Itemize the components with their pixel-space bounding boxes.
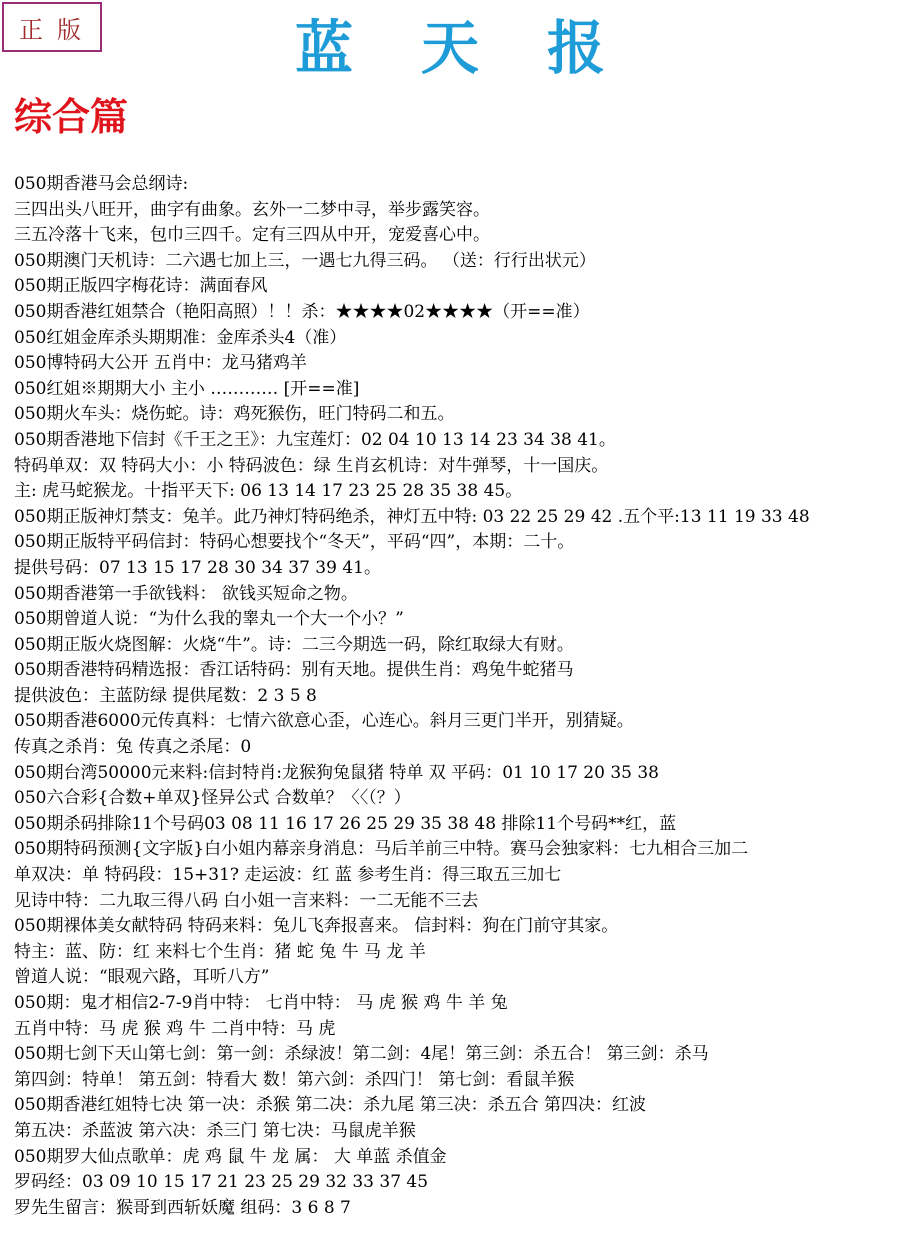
text-line: 050期：鬼才相信2-7-9肖中特： 七肖中特： 马 虎 猴 鸡 牛 羊 兔: [14, 993, 508, 1013]
text-line: 050期裸体美女献特码 特码来料：兔儿飞奔报喜来。 信封料：狗在门前守其家。: [14, 916, 619, 937]
text-line: 罗先生留言：猴哥到西斩妖魔 组码：3 6 8 7: [14, 1197, 351, 1218]
text-line: 050期正版火烧图解：火烧“牛”。诗：二三今期选一码，除红取绿大有财。: [14, 634, 574, 655]
text-line: 第四剑：特单！ 第五剑：特看大 数！第六剑：杀四门！ 第七剑：看鼠羊猴: [14, 1069, 575, 1090]
text-line: 第五决：杀蓝波 第六决：杀三门 第七决：马鼠虎羊猴: [14, 1120, 416, 1141]
text-line: 050期香港红姐特七决 第一决：杀猴 第二决：杀九尾 第三决：杀五合 第四决：红波: [14, 1095, 647, 1116]
text-line: 050期台湾50000元来料:信封特肖:龙猴狗兔鼠猪 特单 双 平码：01 10 17 20 35 38: [14, 762, 660, 783]
text-line: 050期香港特码精选报：香江话特码：别有天地。提供生肖：鸡兔牛蛇猪马: [14, 660, 574, 681]
text-line: 050期香港6000元传真料：七情六欲意心歪，心连心。斜月三更门半开，别猜疑。: [14, 711, 634, 732]
text-line: 提供波色：主蓝防绿 提供尾数：2 3 5 8: [14, 685, 317, 706]
text-line: 提供号码：07 13 15 17 28 30 34 37 39 41。: [14, 557, 381, 578]
text-line: 050红姐金库杀头期期准：金库杀头4（准）: [14, 327, 347, 348]
content-lines: [0, 172, 900, 1221]
genuine-edition-stamp: 正版: [2, 2, 102, 52]
text-line: 050期杀码排除11个号码03 08 11 16 17 26 25 29 35 38 48 排除11个号码**红，蓝: [14, 813, 677, 834]
text-line: 见诗中特：二九取三得八码 白小姐一言来料：一二无能不三去: [14, 890, 479, 911]
text-line: 特码单双：双 特码大小：小 特码波色：绿 生肖玄机诗：对牛弹琴，十一国庆。: [14, 455, 609, 476]
text-line: 050期火车头：烧伤蛇。诗：鸡死猴伤，旺门特码二和五。: [14, 404, 455, 425]
text-line: 五肖中特：马 虎 猴 鸡 牛 二肖中特：马 虎: [14, 1018, 336, 1039]
text-line: 曾道人说：“眼观六路，耳听八方”: [14, 967, 270, 988]
text-line: 050期七剑下天山第七剑：第一剑：杀绿波！第二剑：4尾！第三剑：杀五合！ 第三剑：杀马: [14, 1044, 709, 1065]
text-line: 050期曾道人说：“为什么我的睾丸一个大一个小？”: [14, 609, 404, 630]
text-line: 050红姐※期期大小 主小 ………… [开==准]: [14, 378, 360, 399]
newspaper-title: 蓝天报: [294, 14, 673, 82]
text-line: 050期罗大仙点歌单：虎 鸡 鼠 牛 龙 属： 大 单蓝 杀值金: [14, 1146, 447, 1167]
text-line: 传真之杀肖：兔 传真之杀尾：0: [14, 737, 252, 758]
text-line: 050期特码预测{文字版}白小姐内幕亲身消息：马后羊前三中特。赛马会独家料：七九相合三加二: [14, 839, 749, 860]
section-heading: 综合篇: [14, 94, 129, 139]
text-line: 单双决：单 特码段：15+31? 走运波：红 蓝 参考生肖：得三取五三加七: [14, 865, 562, 886]
text-line: 050期香港第一手欲钱料： 欲钱买短命之物。: [14, 583, 358, 604]
text-line: 主: 虎马蛇猴龙。十指平天下: 06 13 14 17 23 25 28 35 38 45。: [14, 481, 523, 502]
text-line: 罗码经：03 09 10 15 17 21 23 25 29 32 33 37 45: [14, 1172, 429, 1193]
text-line: 050期香港地下信封《千王之王》：九宝莲灯：02 04 10 13 14 23 34 38 41。: [14, 429, 616, 450]
text-line: 050期澳门天机诗：二六遇七加上三，一遇七九得三码。 （送：行行出状元）: [14, 250, 596, 271]
text-line: 三四出头八旺开，曲字有曲象。玄外一二梦中寻，举步露笑容。: [14, 199, 490, 220]
text-line: 050六合彩{合数+单双}怪异公式 合数单？〈〈（？）: [14, 788, 411, 809]
text-line: 050博特码大公开 五肖中：龙马猪鸡羊: [14, 353, 307, 374]
text-line: 050期正版特平码信封：特码心想要找个“冬天”，平码“四”，本期：二十。: [14, 532, 575, 553]
text-line: 050期正版四字梅花诗：满面春风: [14, 276, 268, 297]
text-line: 050期正版神灯禁支：兔羊。此乃神灯特码绝杀，神灯五中特: 03 22 25 29 42 .五个平:13 11 19 33 48: [14, 506, 810, 527]
text-line: 三五冷落十飞来，包巾三四千。定有三四从中开，宠爱喜心中。: [14, 225, 490, 246]
text-line: 050期香港红姐禁合（艳阳高照）！！杀：★★★★02★★★★（开==准）: [14, 301, 590, 322]
text-line: 特主：蓝、防：红 来料七个生肖：猪 蛇 兔 牛 马 龙 羊: [14, 941, 426, 962]
text-line: 050期香港马会总纲诗:: [14, 174, 189, 194]
